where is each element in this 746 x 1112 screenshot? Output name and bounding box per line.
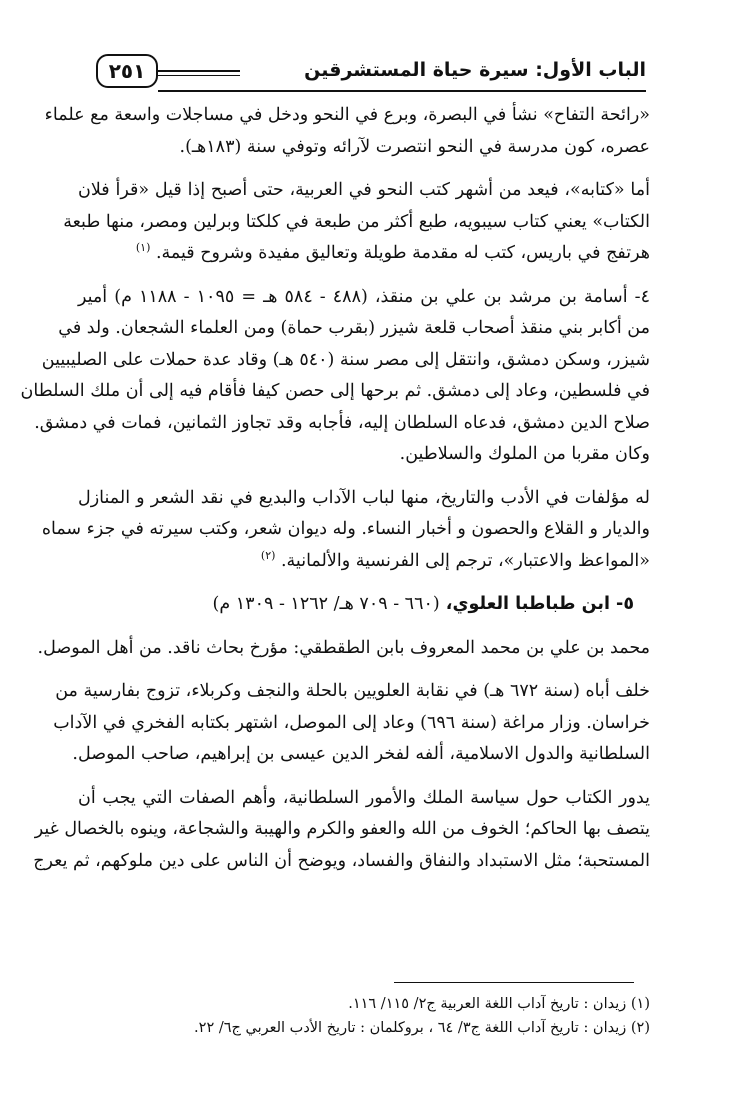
text-line-content: هرتفج في باريس، كتب له مقدمة طويلة وتعاليق مفيدة وشروح قيمة.: [155, 243, 650, 263]
paragraph-fakhri-book: [33, 783, 650, 878]
text-line: [78, 238, 650, 270]
header-rule-thin: [158, 75, 240, 76]
footnote-item: (١) زيدان : تاريخ آداب اللغة العربية ج٢/ ١١٥/ ١١٦.: [348, 996, 650, 1012]
section-heading-name: ٥- ابن طباطبا العلوي،: [445, 594, 634, 614]
text-line: شيزر، وسكن دمشق، وانتقل إلى مصر سنة (٥٤٠ هـ) وقاد عدة حملات على الصليبيين: [41, 349, 650, 370]
page-body: [20, 100, 650, 889]
text-line: من أكابر بني منقذ أصحاب قلعة شيزر (بقرب حماة) ومن العلماء الشجعان. ولد في: [58, 318, 650, 338]
text-line: محمد بن علي بن محمد المعروف بابن الطقطقي: مؤرخ بحاث ناقد. من أهل الموصل.: [37, 637, 650, 658]
text-line: «رائحة التفاح» نشأ في البصرة، وبرع في النحو ودخل في مساجلات واسعة مع علماء: [44, 105, 650, 125]
footnote-separator: [394, 982, 634, 983]
header-rule: [158, 70, 240, 72]
text-line: في فلسطين، وعاد إلى دمشق. ثم برحها إلى حصن كيفا فأقام فيه إلى أن ملك السلطان: [20, 381, 650, 401]
footnote-ref: (١): [135, 241, 151, 255]
text-line: صلاح الدين دمشق، فدعاه السلطان إليه، فأجابه وقد تجاوز الثمانين، فمات في دمشق.: [34, 412, 650, 433]
text-line: السلطانية والدول الاسلامية، ألفه لفخر الدين عيسى بن إبراهيم، صاحب الموصل.: [72, 744, 650, 764]
page-header: [96, 52, 646, 94]
chapter-title: الباب الأول: سيرة حياة المستشرقين: [304, 59, 646, 81]
paragraph-usama-bio: [20, 282, 650, 471]
paragraph-tabataba-bio: [53, 676, 650, 771]
text-line: يتصف بها الحاكم؛ الخوف من الله والعفو والكرم والهيبة والشجاعة، وينوه بالخصال غير: [34, 819, 650, 839]
paragraph-sibawayh-bio: [44, 100, 650, 163]
text-line: والديار و القلاع والحصون و أخبار النساء. وله ديوان شعر، وكتب سيرته في جزء سماه: [41, 519, 650, 539]
paragraph-usama-works: [41, 483, 650, 578]
page-number: ٢٥١: [96, 54, 158, 88]
footnote-ref: (٢): [260, 548, 276, 562]
text-line: يدور الكتاب حول سياسة الملك والأمور السلطانية، وأهم الصفات التي يجب أن: [78, 787, 650, 808]
paragraph-tabataba-intro: [37, 633, 650, 665]
section-heading-dates: (٦٦٠ - ٧٠٩ هـ/ ١٢٦٢ - ١٣٠٩ م): [212, 594, 440, 614]
text-line: وكان مقربا من الملوك والسلاطين.: [399, 444, 650, 464]
footnote-item: (٢) زيدان : تاريخ آداب اللغة ج٣/ ٦٤ ، بروكلمان : تاريخ الأدب العربي ج٦/ ٢٢.: [194, 1020, 650, 1036]
text-line: أما «كتابه»، فيعد من أشهر كتب النحو في العربية، حتى أصبح إذا قيل «قرأ فلان: [78, 180, 650, 200]
text-line: المستحبة؛ مثل الاستبداد والنفاق والفساد، ويوضح أن الناس على دين ملوكهم، ثم يعرج: [33, 850, 650, 871]
paragraph-sibawayh-book: [63, 175, 650, 270]
text-line: ٤- أسامة بن مرشد بن علي بن منقذ، (٤٨٨ - ٥٨٤ هـ = ١٠٩٥ - ١١٨٨ م) أمير: [78, 286, 650, 307]
text-line: [78, 546, 650, 578]
text-line: الكتاب» يعني كتاب سيبويه، طبع أكثر من طبعة في كلكتا وبرلين ومصر، منها طبعة: [63, 211, 650, 232]
text-line: له مؤلفات في الأدب والتاريخ، منها لباب الآداب والبديع في نقد الشعر و المنازل: [78, 487, 650, 508]
text-line-content: «المواعظ والاعتبار»، ترجم إلى الفرنسية والألمانية.: [280, 550, 650, 571]
text-line: خراسان. وزار مراغة (سنة ٦٩٦) وعاد إلى الموصل، اشتهر بكتابه الفخري في الآداب: [53, 712, 650, 733]
footnotes: [150, 992, 650, 1040]
text-line: عصره، كون مدرسة في النحو انتصرت لآرائه وتوفي سنة (١٨٣هـ).: [179, 136, 650, 157]
text-line: خلف أباه (سنة ٦٧٢ هـ) في نقابة العلويين بالحلة والنجف وكربلاء، تزوج بفارسية من: [55, 681, 650, 701]
header-underline: [158, 90, 646, 92]
section-heading: [78, 589, 650, 621]
